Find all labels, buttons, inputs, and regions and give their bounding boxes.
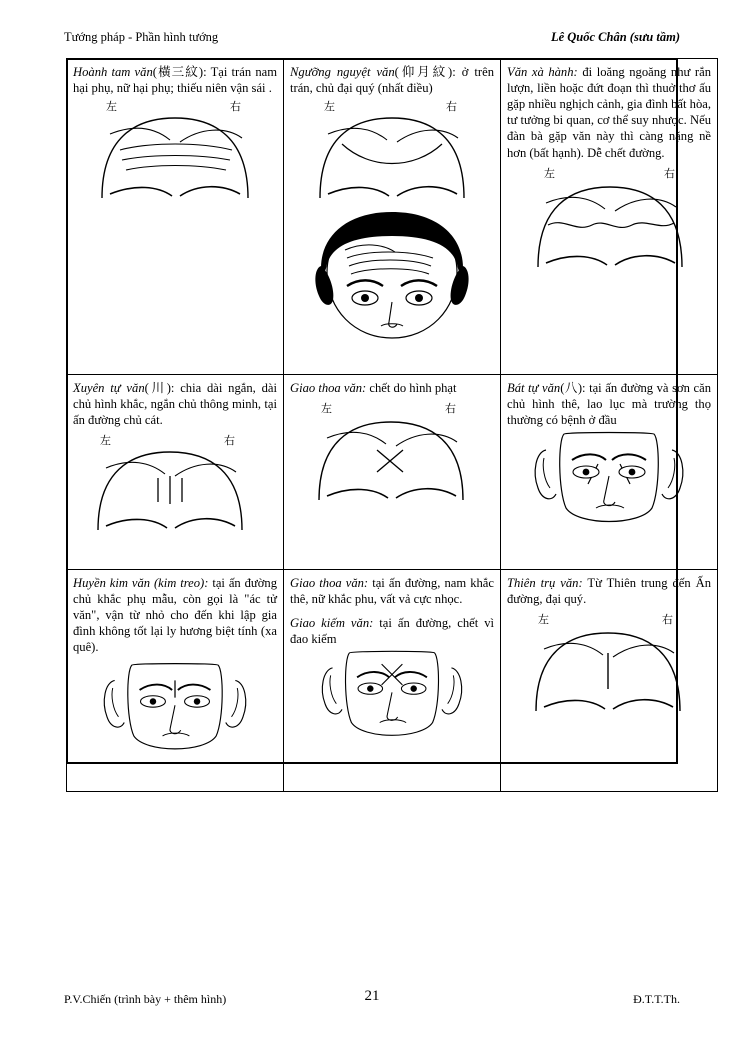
figure-face-photo-illustration [297,210,487,342]
cell-body: tại ấn đường, nam khắc thê, nữ khắc phu, vất vả cực nhọc. [290,576,494,607]
cell-han: (橫三紋) [152,65,204,79]
cell-text-secondary [290,615,494,647]
cell-text [290,575,494,607]
label-right: 右 [662,613,673,627]
label-left: 左 [544,166,555,180]
footer-right-text: Đ.T.T.Th. [633,992,680,1006]
label-right: 右 [230,100,241,114]
label-left: 左 [321,402,332,416]
table-row [67,570,718,792]
table-row [67,375,718,570]
label-left: 左 [538,613,549,627]
table-cell-huyen-kim-van [67,570,284,792]
cell-title: Thiên trụ văn: [507,576,583,590]
cell-title: Bát tự văn [507,381,561,395]
table-cell-thien-tru-van [501,570,718,792]
table-cell-hoanh-tam-van [67,59,284,375]
cell-body: chết do hình phạt [366,381,457,395]
physiognomy-table [66,58,718,792]
cell-text [507,64,711,161]
figure-forehead-cross-line [299,398,485,508]
cell-han: (八) [560,381,583,395]
cell-title: Ngưỡng nguyệt văn [290,65,395,79]
label-right: 右 [445,402,456,416]
cell-body: Từ Thiên trung đến Ấn đường, đại quý. [507,576,711,607]
cell-text [73,64,277,96]
cell-body: : tại ấn đường và sơn căn chủ hình thê, lao lục mà trường thọ thường có bệnh ở đầu [507,381,711,428]
figure-face-hanging-needle-lines [84,658,266,766]
table-row [67,59,718,375]
cell-title-2: Giao kiếm văn: [290,616,374,631]
cell-body-2: tại ấn đường, chết vì đao kiếm [290,616,494,647]
figure-forehead-snake-line [514,163,704,281]
figure-face-eight-shape-lines [514,430,704,532]
label-right: 右 [664,166,675,180]
page-header [64,30,680,45]
cell-title: Văn xà hành: [507,65,578,79]
header-right-text: Lê Quốc Chân (sưu tầm) [550,30,680,44]
table-cell-giao-thoa-van [284,375,501,570]
cell-body: : ở trên trán, chủ đại quý (nhất điều) [290,65,494,96]
cell-text [73,380,277,428]
cell-title: Giao thoa văn: [290,381,367,395]
cell-han: (仰月紋) [394,65,453,79]
figure-face-crossed-swords-lines [299,649,485,749]
figure-forehead-single-vertical-line [516,609,702,719]
cell-body: : Tại trán nam hại phụ, nữ hại phụ; thiếu niên vận sái . [73,65,278,96]
header-left-text: Tướng pháp - Phần hình tướng [64,30,219,44]
figure-forehead-crescent-line [298,98,486,208]
table-cell-bat-tu-van [501,375,718,570]
table-cell-xuyen-tu-van [67,375,284,570]
cell-text [507,380,711,428]
cell-text [290,64,494,96]
cell-body: tại ấn đường chủ khắc phụ mẫu, còn gọi là "ác tử văn", vận từ nhỏ cho đến khi lập gia đình không tốt lại ly hương biệt tính (xa quê). [73,576,277,655]
footer-left-text: P.V.Chiến (trình bày + thêm hình) [64,992,227,1006]
label-left: 左 [324,100,335,114]
cell-title: Giao thoa văn: [290,576,369,590]
cell-han: (川) [144,381,171,395]
table-cell-nguong-nguyet-van [284,59,501,375]
label-right: 右 [446,100,457,114]
cell-text [290,380,494,396]
cell-title: Xuyên tự văn [73,381,145,395]
label-right: 右 [224,434,235,448]
cell-text [507,575,711,607]
figure-forehead-three-horizontal-lines [80,98,270,218]
cell-body: : chia dài ngắn, dài chủ hình khắc, ngắn chủ thông minh, tại ấn đường chủ cát. [73,381,277,428]
page-number: 21 [364,988,380,1004]
cell-title: Huyền kim văn (kim treo): [73,576,209,590]
cell-text [73,575,277,656]
cell-body: đi loăng ngoăng như rắn lượn, liền hoặc đứt đoạn thì thuở thơ ấu gặp nhiều nghịch cảnh, gia đình bất hòa, tư tưởng bi quan, cơ thể suy nhược. Nếu đàn bà gặp văn này thì càng nặng nề hơn (bất hạnh). Dễ chết đường. [507,65,712,160]
table-cell-van-xa-hanh [501,59,718,375]
label-left: 左 [106,100,117,114]
figure-forehead-three-vertical-lines [84,430,266,538]
label-left: 左 [100,434,111,448]
table-cell-giao-thoa-van-2 [284,570,501,792]
cell-title: Hoành tam văn [73,65,153,79]
